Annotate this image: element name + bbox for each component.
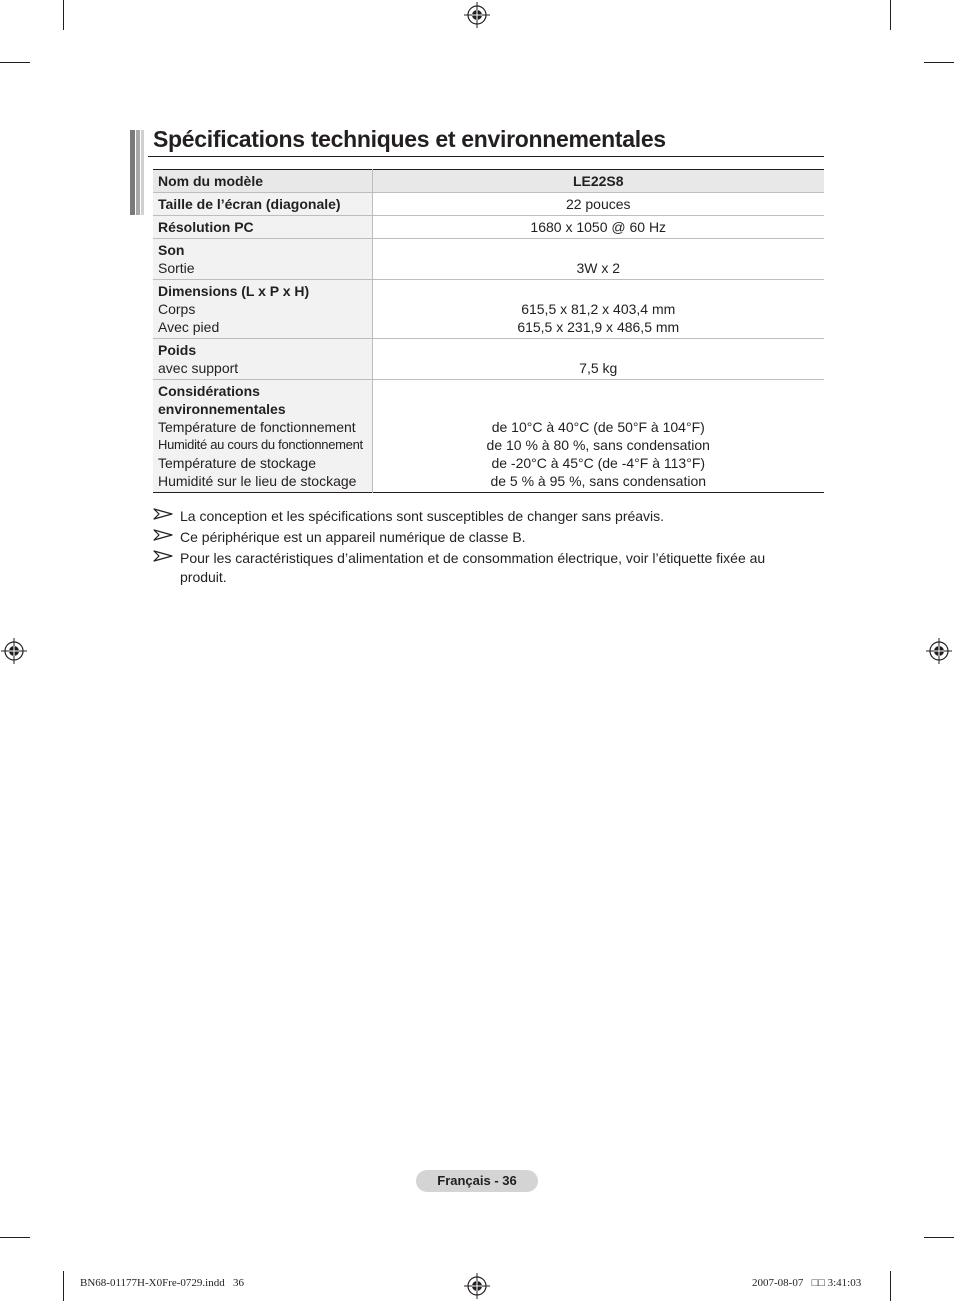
table-row xyxy=(153,280,824,339)
crop-mark xyxy=(63,0,64,30)
table-header-row xyxy=(153,170,824,193)
note-arrow-icon xyxy=(153,508,173,520)
footer-file-name: BN68-01177H-X0Fre-0729.indd 36 xyxy=(80,1277,244,1289)
table-row xyxy=(153,239,824,280)
dimensions-sub-label: Avec pied xyxy=(158,319,220,335)
dimensions-value: 615,5 x 81,2 x 403,4 mm xyxy=(521,301,676,317)
weight-label: Poids xyxy=(158,342,197,358)
registration-mark-icon xyxy=(464,1273,490,1299)
list-item xyxy=(153,549,793,587)
registration-mark-icon xyxy=(1,638,27,664)
row-value: 1680 x 1050 @ 60 Hz xyxy=(530,219,667,235)
environment-label: Considérations xyxy=(158,383,260,399)
page-number-badge: Français - 36 xyxy=(416,1170,538,1192)
environment-sub-label: Humidité au cours du fonctionnement xyxy=(158,437,363,452)
sound-value: 3W x 2 xyxy=(576,260,621,276)
note-text: Pour les caractéristiques d’alimentation et de consommation électrique, voir l’étiquette fixée au produit. xyxy=(180,550,766,585)
registration-mark-icon xyxy=(926,638,952,664)
crop-mark xyxy=(0,1237,30,1238)
dimensions-value: 615,5 x 231,9 x 486,5 mm xyxy=(517,319,680,335)
environment-sub-label: Humidité sur le lieu de stockage xyxy=(158,473,357,489)
spec-table xyxy=(153,169,824,493)
dimensions-label: Dimensions (L x P x H) xyxy=(158,283,310,299)
crop-mark xyxy=(924,1237,954,1238)
footer-timestamp: 2007-08-07 □□ 3:41:03 xyxy=(752,1277,862,1289)
environment-value: de 10°C à 40°C (de 50°F à 104°F) xyxy=(491,419,705,435)
crop-mark xyxy=(890,0,891,30)
row-label xyxy=(153,380,372,493)
note-arrow-icon xyxy=(153,529,173,541)
row-label: Résolution PC xyxy=(153,216,372,239)
notes-list xyxy=(153,507,793,589)
environment-sub-label: Température de fonctionnement xyxy=(158,419,356,435)
title-underline xyxy=(148,156,824,157)
dimensions-sub-label: Corps xyxy=(158,301,196,317)
list-item xyxy=(153,507,793,526)
environment-value: de 5 % à 95 %, sans condensation xyxy=(490,473,707,489)
row-value: 22 pouces xyxy=(565,196,631,212)
note-text: Ce périphérique est un appareil numérique de classe B. xyxy=(180,529,526,545)
model-name-value: LE22S8 xyxy=(372,170,824,193)
page-title: Spécifications techniques et environnementales xyxy=(153,126,666,152)
row-label xyxy=(153,280,372,339)
sound-label: Son xyxy=(158,242,185,258)
crop-mark xyxy=(63,1271,64,1301)
row-value xyxy=(372,380,824,493)
environment-value: de -20°C à 45°C (de -4°F à 113°F) xyxy=(491,455,706,471)
table-row xyxy=(153,380,824,493)
crop-mark xyxy=(890,1271,891,1301)
crop-mark xyxy=(924,62,954,63)
weight-value: 7,5 kg xyxy=(579,360,618,376)
environment-label: environnementales xyxy=(158,401,286,417)
list-item xyxy=(153,528,793,547)
weight-sub-label: avec support xyxy=(158,360,239,376)
table-row xyxy=(153,339,824,380)
row-label: Taille de l’écran (diagonale) xyxy=(153,193,372,216)
environment-sub-label: Température de stockage xyxy=(158,455,316,471)
table-row xyxy=(153,193,824,216)
table-row xyxy=(153,216,824,239)
note-arrow-icon xyxy=(153,550,173,562)
row-value xyxy=(372,280,824,339)
sound-sub-label: Sortie xyxy=(158,260,195,276)
section-side-bar xyxy=(130,130,144,215)
model-name-label: Nom du modèle xyxy=(153,170,372,193)
environment-value: de 10 % à 80 %, sans condensation xyxy=(486,437,710,453)
note-text: La conception et les spécifications sont susceptibles de changer sans préavis. xyxy=(180,508,665,524)
registration-mark-icon xyxy=(464,2,490,28)
row-label xyxy=(153,339,372,380)
row-label xyxy=(153,239,372,280)
crop-mark xyxy=(0,62,30,63)
